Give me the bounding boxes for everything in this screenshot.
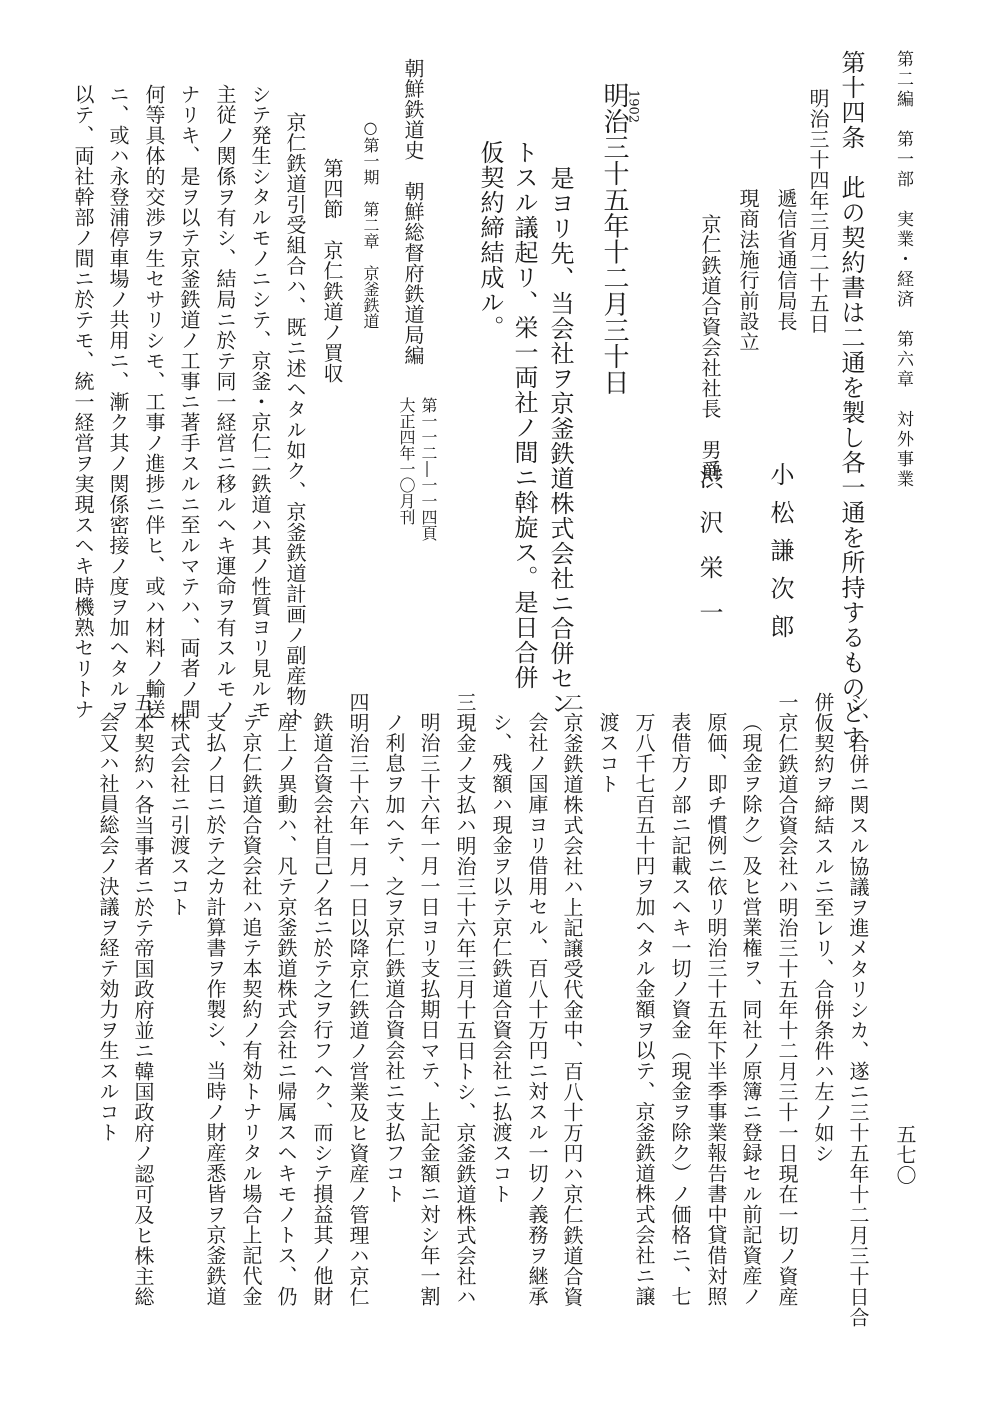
lower-line-19: 支払ノ日ニ於テ之カ計算書ヲ作製シ、当時ノ財産悉皆ヲ京釜鉄道 [203,712,227,1307]
signatory-2-role: 現商法施行前設立 [736,188,760,352]
lower-line-4: （現金ヲ除ク）及ヒ営業権ヲ、同社ノ原簿ニ登録セル前記資産ノ [739,712,763,1307]
lower-line-1: シ、合併ニ関スル協議ヲ進メタリシカ、遂ニ三十五年十二月三十日合 [846,692,870,1328]
lower-line-2: 併仮契約ヲ締結スルニ至レリ、合併条件ハ左ノ如シ [811,692,835,1164]
running-title: 第二編 第一部 実業・経済 第六章 対外事業 [893,50,913,490]
text-line-1: 京仁鉄道引受組合ハ、既ニ述ヘタル如ク、京釜鉄道計画ノ副産物ト [283,112,307,727]
lower-line-11: シ、残額ハ現金ヲ以テ京仁鉄道合資会社ニ払渡スコト [489,712,513,1204]
source-page: 第一一二―一一四頁 [419,397,438,541]
section-heading: 第四節 京仁鉄道ノ買収 [320,158,344,384]
lower-line-14: ノ利息ヲ加ヘテ、之ヲ京仁鉄道合資会社ニ支払フコト [382,712,406,1204]
western-year-note: 1902 [625,89,641,124]
text-line-5: 何等具体的交渉ヲ生セサリシモ、工事ノ進捗ニ伴ヒ、或ハ材料ノ輸送 [142,84,166,720]
article-14: 第十四条 此の契約書は二通を製し各一通を所持するものとす [837,50,865,750]
lower-line-21: 五本契約ハ各当事者ニ於テ帝国政府並ニ韓国政府ノ認可及ヒ株主総 [131,692,155,1307]
lower-line-7: 万八千七百五十円ヲ加ヘタル金額ヲ以テ、京釜鉄道株式会社ニ譲 [632,712,656,1307]
lower-line-15: 四明治三十六年一月一日以降京仁鉄道ノ営業及ヒ資産ノ管理ハ京仁 [346,692,370,1307]
lower-line-10: 会社ノ国庫ヨリ借用セル、百八十万円ニ対スル一切ノ義務ヲ継承 [525,712,549,1307]
text-line-2: シテ発生シタルモノニシテ、京釜・京仁二鉄道ハ其ノ性質ヨリ見ルモ [248,84,272,720]
source-publication: 大正四年一〇月刊 [397,397,416,525]
lower-line-8: 渡スコト [596,712,620,794]
lower-line-22: 会又ハ社員総会ノ決議ヲ経テ効力ヲ生スルコト [96,712,120,1143]
source-title: 朝鮮鉄道史 朝鮮総督府鉄道局編 [401,58,425,366]
page-number: 五七〇 [893,1124,917,1186]
lower-line-12: 三現金ノ支払ハ明治三十六年三月十五日トシ、京釜鉄道株式会社ハ [453,692,477,1307]
text-line-7: 以テ、両社幹部ノ間ニ於テモ、統一経営ヲ実現スヘキ時機熟セリトナ [71,84,95,720]
signatory-3-role: 京仁鉄道合資会社社長 男爵 [698,214,722,481]
lower-line-6: 表借方ノ部ニ記載スヘキ一切ノ資金（現金ヲ除ク）ノ価格ニ、七 [668,712,692,1307]
lower-line-17: 産上ノ異動ハ、凡テ京釜鉄道株式会社ニ帰属スヘキモノトス、仍 [274,712,298,1307]
entry-body-line-3: 仮契約締結成ル。 [476,140,504,340]
contract-date: 明治三十四年三月二十五日 [806,88,830,334]
signatory-1-name: 小松謙次郎 [766,462,794,652]
lower-line-9: 二京釜鉄道株式会社ハ上記譲受代金中、百八十万円ハ京仁鉄道合資 [560,692,584,1307]
lower-line-18: テ京仁鉄道合資会社ハ追テ本契約ノ有効トナリタル場合上記代金 [239,712,263,1307]
entry-body-line-2: トスル議起リ、栄一両社ノ間ニ斡旋ス。是日合併 [510,140,538,690]
text-line-3: 主従ノ関係ヲ有シ、結局ニ於テ同一経営ニ移ルヘキ運命ヲ有スルモノ [213,84,237,720]
text-line-6: ニ、或ハ永登浦停車場ノ共用ニ、漸ク其ノ関係密接ノ度ヲ加ヘタルヲ [106,84,130,720]
lower-line-5: 原価、即チ慣例ニ依リ明治三十五年下半季事業報告書中貸借対照 [704,712,728,1307]
chapter-heading: ○第一期 第二章 京釜鉄道 [361,118,380,329]
entry-date: 明治三十五年十二月三十日 [599,82,629,396]
lower-line-13: 明治三十六年一月一日ヨリ支払期日マテ、上記金額ニ対シ年一割 [417,712,441,1307]
lower-line-20: 株式会社ニ引渡スコト [167,712,191,917]
lower-line-16: 鉄道合資会社自己ノ名ニ於テ之ヲ行フヘク、而シテ損益其ノ他財 [310,712,334,1307]
entry-body-line-1: 是ヨリ先、当会社ヲ京釜鉄道株式会社ニ合併セン [546,166,574,716]
signatory-3-name: 渋沢栄一 [695,465,723,645]
signatory-1-role: 遞信省通信局長 [774,188,798,332]
text-line-4: ナリキ、是ヲ以テ京釜鉄道ノ工事ニ著手スルニ至ルマテハ、両者ノ間 [177,84,201,720]
lower-line-3: 一京仁鉄道合資会社ハ明治三十五年十二月三十一日現在一切ノ資産 [775,692,799,1307]
